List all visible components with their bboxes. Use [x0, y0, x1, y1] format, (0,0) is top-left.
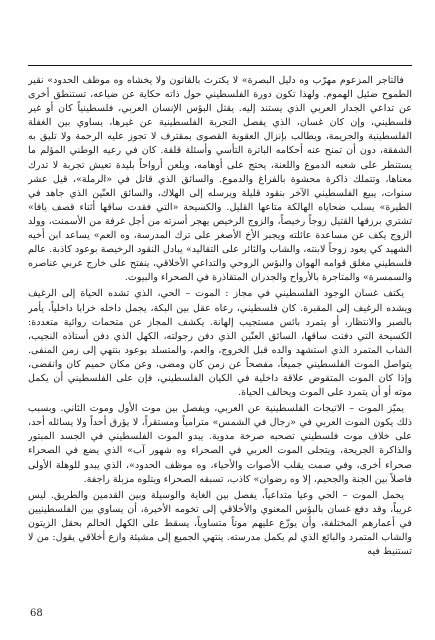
paragraph: يميّز الموت – الاتيجات الفلسطينية عن العربي، ويفصل بين موت الأول وموت الثاني. وبسبب ذلك يكون الموت العربي في «رجال في الشمس» مترامياً ومستقراً، لا يؤرق أحداً ولا يسائله أحد، على خلاف موت فلسطيني تصحبه صرخة مدوية. يبدو الموت الفلسطيني في الجسد المبتور والذاكرة الجريحة، ويتجلى الموت العربي في الصحراء وه شهور آب» الذي يضع في الصحراء صحراء أخرى، وفي صمت يقلب الأصوات والأحياء، وه موظف الحدود»، الذي يبدو للوهلة الأولى فاصلاً بين الجنة والجحيم، إلا وه رضوان» كاذب، تسبقه الصحراء ويتلوه مزبلة راجفة.: [28, 403, 412, 485]
paragraph: يحمل الموت – الحي وعيا متداعياً، يفصل بين الغاية والوسيلة وبين القدمين والطريق. ليس غريباً، وقد دفع غسان بالبؤس المعنوي والأخلاقي إلى تخومه الأخيرة، أن يساوي بين الفلسطينيين في أعمارهم المختلفة، وأن يوزّع عليهم موتاً متساوياً، يسقط على الكهل الحالم بحقل الزيتون والشاب المتمرد والبائع الذي لم يكمل مدرسته. ينتهي الجميع إلى مشيئة وازع أخلاقي يقول: من لا تستنيط فيه: [28, 489, 412, 558]
header-rule: [28, 65, 412, 66]
paragraph: يكتف غسان الوجود الفلسطيني في مجاز : الموت – الحي، الذي تشده الحياة إلى الرغيف ويشده الرغيف إلى المقبرة. كان فلسطيني، رعاه عقل بين البكة، يجمل داخله خرابا داخلياً، يأمر بالصبر والانتظار، أو يتمرد بائس مستجيب إلهانة. يكشف المجاز عن متحمات روائية متعددة: الكسيحة التي دفنت ساقها، السائق العنّين الذي دفن رجولته، الكهل الذي دفن أستاذه النجيب، الشاب المتمرد الذي استشهد والده قبل الخروج، والعم، والمتسلد بوعود بنتهي إلى زمن المنفى. يتواصل الموت الفلسطيني جميعاً، مفصحاً عن زمن كان ومضى، وعن مكان حميم كان وانقضى، وإذا كان الموت المتقوض علاقة داخلية في الكيان الفلسطيني، فإن على الفلسطيني أن يكمل موته أو أن يتمرد على الموت ويحالف الحياة.: [28, 288, 412, 399]
book-page: [28, 34, 412, 626]
paragraph: فالتاجر المزعوم مهرّب وه دليل البصرة» لا يكترث بالقانون ولا يخشاه وه موظف الحدود» نقير الطموح ضئيل الهموم. ولهذا تكون دورة الفلسطيني حول ذاته حكاية عن ضياعه، تستنطق أخرى عن تداعي الجدار العربي الذي يستند إليه. يقتل البؤس الإنسان العربي، فلسطينياً كان أو غير فلسطيني، وإن كان غسان، الذي يفصل التجربة الفلسطينية عن غيرها، يساوي بين الغفلة الفلسطينية والجريمة، ويطالب بإنزال العقوبة القصوى بمقترف لا تجوز عليه الرحمة ولا تليق به الشفقة، دون أن تمنح عنه أحكامه الباترة التأسي وأسئلة قلقة. كان في رعيه الوطني المؤلم ما يستنطر على شعبه الدموع واللعنة، يحتج على أوهامه، ويلعن أرواحاً بليدة تعيش تجربة لا تدرك معناها، وتتملك ذاكرة محشوة بالفراغ والدموع. والسائق الذي قاتل في «الرملة»، قيل عشر سنوات، يبيع الفلسطيني الآخر بنقود قليلة ويرسله إلى الهلاك، والسائق العنّين الذي جاهد في الطيرة» يسلب ضحاياه الهالكة متاعها القليل. والكسيحة «التي فقدت ساقها أثناء قصف يافا» تشتري برزقها القتيل زوجاً رخيصاً، والزوج الرخيص يهجر أسرته من أجل غرفة من الأسمنت، وولد الزوج يكف عن مساعدة عائلته ويجبر الأخ الأصغر على ترك المدرسة، وه العم» يساعد ابن أخيه الشهيد كي يعود زوجاً لابنته، والشاب والثائر على التقاليد» يبادل النقود الرخيصة بوعود كاذبة. عالم فلسطيني مغلق قوامه الهوان والبؤس الروحي والتداعي الأخلاقي، ينفتح على خارج عربي عناصره والسمسرة» والمتاجرة بالأرواح والجدران المتقاذرة في الصحراء والبيوت.: [28, 75, 412, 284]
body-text: [28, 74, 412, 594]
page-number: 68: [30, 608, 43, 619]
